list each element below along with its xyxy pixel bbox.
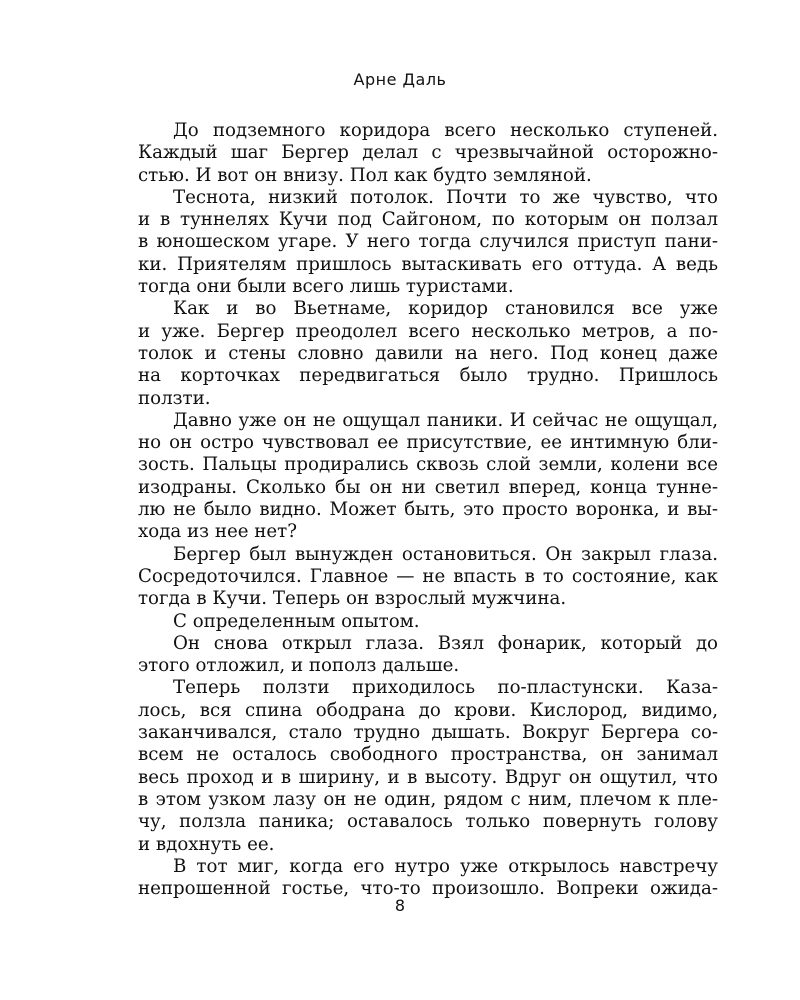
text-line: на корточках передвигаться было трудно. Пришлось bbox=[138, 365, 718, 387]
text-line: лю не было видно. Может быть, это просто воронка, и вы- bbox=[138, 499, 718, 521]
text-line: тогда в Кучи. Теперь он взрослый мужчина. bbox=[138, 588, 567, 610]
text-line: зость. Пальцы продирались сквозь слой земли, колени все bbox=[138, 454, 718, 476]
text-line: и в туннелях Кучи под Сайгоном, по которым он ползал bbox=[138, 209, 718, 231]
text-line: хода из нее нет? bbox=[138, 521, 297, 543]
text-line: Как и во Вьетнаме, коридор становился все уже bbox=[173, 298, 718, 320]
text-line: заканчивался, стало трудно дышать. Вокруг Бергера со- bbox=[138, 722, 718, 744]
text-line: Давно уже он не ощущал паники. И сейчас не ощущал, bbox=[173, 409, 718, 431]
text-line: В тот миг, когда его нутро уже открылось навстречу bbox=[173, 855, 718, 877]
running-title: Арне Даль bbox=[353, 70, 447, 89]
text-line: и вдохнуть ее. bbox=[138, 833, 275, 855]
text-line: лось, вся спина ободрана до крови. Кислород, видимо, bbox=[138, 699, 718, 721]
text-line: этого отложил, и пополз дальше. bbox=[138, 655, 460, 677]
text-line: в юношеском угаре. У него тогда случился приступ пани- bbox=[138, 231, 718, 253]
text-line: но он остро чувствовал ее присутствие, ее интимную бли- bbox=[138, 432, 718, 454]
text-line: всем не осталось свободного пространства, он занимал bbox=[138, 744, 718, 766]
text-line: непрошенной гостье, что-то произошло. Вопреки ожида- bbox=[138, 878, 718, 900]
text-line: ки. Приятелям пришлось вытаскивать его оттуда. А ведь bbox=[138, 253, 718, 275]
text-line: Он снова открыл глаза. Взял фонарик, который до bbox=[173, 632, 718, 654]
text-line: До подземного коридора всего несколько ступеней. bbox=[173, 120, 718, 141]
text-line: Теснота, низкий потолок. Почти то же чувство, что bbox=[173, 186, 718, 208]
text-line: тогда они были всего лишь туристами. bbox=[138, 276, 514, 298]
text-line: чу, ползла паника; оставалось только повернуть голову bbox=[138, 811, 718, 833]
text-line: ползти. bbox=[138, 387, 211, 409]
text-line: весь проход и в ширину, и в высоту. Вдруг он ощутил, что bbox=[138, 766, 718, 788]
text-line: изодраны. Сколько бы он ни светил вперед, конца тунне- bbox=[138, 476, 718, 498]
text-line: толок и стены словно давили на него. Под конец даже bbox=[138, 342, 718, 364]
text-line: Теперь ползти приходилось по-пластунски. Каза- bbox=[173, 677, 718, 699]
body-text bbox=[138, 120, 718, 900]
text-line: стью. И вот он внизу. Пол как будто земляной. bbox=[138, 164, 592, 186]
text-line: в этом узком лазу он не один, рядом с ним, плечом к пле- bbox=[138, 788, 718, 810]
text-line: и уже. Бергер преодолел всего несколько метров, а по- bbox=[138, 320, 718, 342]
text-line: Бергер был вынужден остановиться. Он закрыл глаза. bbox=[173, 543, 718, 565]
page-number: 8 bbox=[394, 896, 406, 915]
text-line: Сосредоточился. Главное — не впасть в то состояние, как bbox=[138, 565, 718, 587]
text-line: С определенным опытом. bbox=[173, 610, 420, 632]
text-line: Каждый шаг Бергер делал с чрезвычайной осторожно- bbox=[138, 142, 718, 164]
